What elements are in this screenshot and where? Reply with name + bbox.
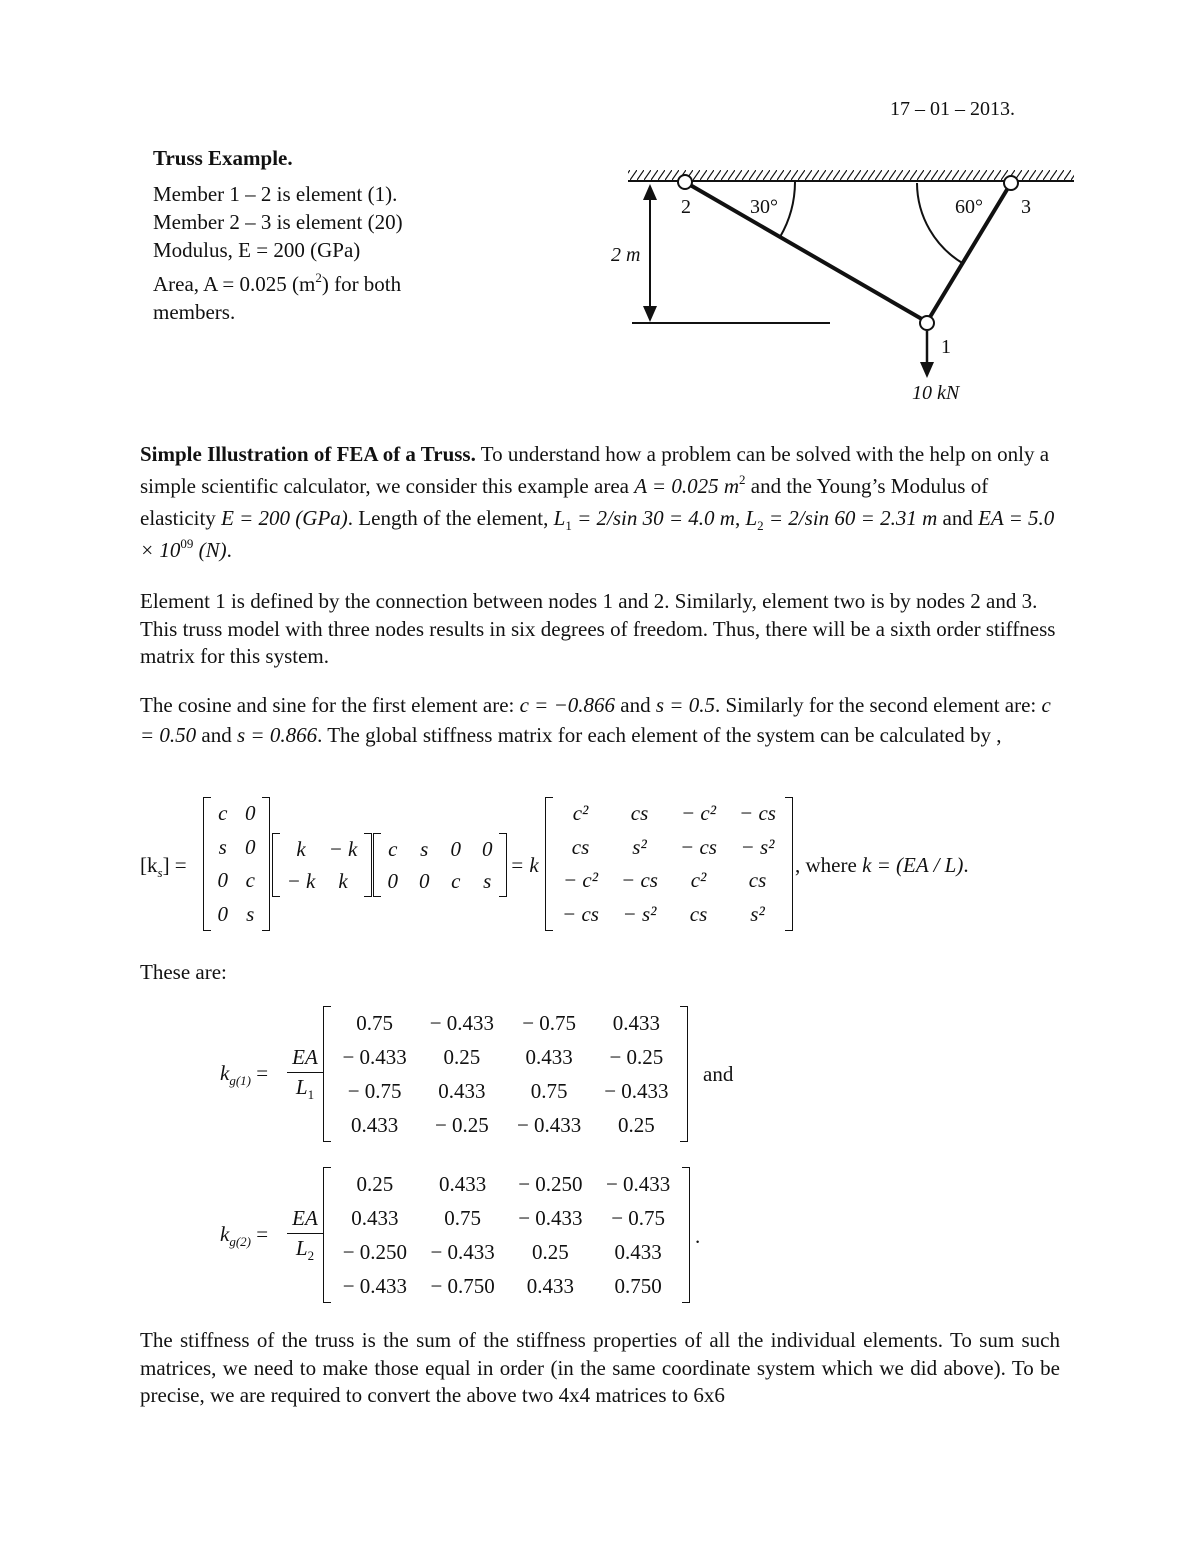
matrix-cell: − cs: [739, 801, 776, 826]
matrix-transform-transpose: [373, 833, 507, 897]
kg2-period: .: [695, 1224, 701, 1248]
matrix-cell: 0.75: [444, 1205, 481, 1230]
matrix-cell: − 0.433: [605, 1171, 671, 1196]
matrix-cell: 0.75: [356, 1010, 393, 1035]
node-2: [678, 175, 692, 189]
matrix-cell: 0.750: [614, 1273, 662, 1298]
matrix-kg2: [323, 1167, 690, 1303]
matrix-cell: c: [218, 801, 228, 826]
matrix-cell: − 0.250: [518, 1171, 583, 1196]
matrix-cell: 0: [217, 901, 228, 926]
matrix-cell: s: [420, 836, 429, 861]
intro-line-2: Member 2 – 3 is element (20): [153, 210, 403, 234]
matrix-cell: − s²: [740, 834, 775, 859]
matrix-cell: 0.433: [438, 1078, 486, 1103]
matrix-cell: 0.433: [351, 1205, 399, 1230]
angle-label-30: 30°: [750, 196, 778, 218]
matrix-cell: 0.433: [612, 1010, 660, 1035]
node-3-label: 3: [1021, 196, 1031, 218]
matrix-cell: − c²: [562, 868, 599, 893]
paragraph-cosine-sine: The cosine and sine for the first element are: c = −0.866 and s = 0.5. Similarly for the second element are: c = 0.50 and s = 0.866. The global stiffness matrix for each element of the system can be calculated by ,: [140, 693, 1051, 747]
matrix-cell: 0.433: [526, 1273, 574, 1298]
truss-diagram: [0, 0, 1200, 420]
kg1-lhs: $k_{g(1)}$ =: [220, 1061, 269, 1088]
matrix-cell: 0.433: [351, 1112, 399, 1137]
matrix-k: [272, 833, 372, 897]
matrix-cell: − 0.25: [609, 1044, 664, 1069]
matrix-cell: k: [296, 836, 306, 861]
matrix-cell: 0: [419, 868, 430, 893]
left-bracket: [323, 1006, 331, 1142]
matrix-cell: − c²: [680, 801, 717, 826]
matrix-cell: 0: [245, 834, 256, 859]
angle-arc-30: [780, 182, 795, 237]
matrix-cell: 0: [217, 868, 228, 893]
matrix-cell: − k: [328, 836, 358, 861]
matrix-cell: − 0.75: [611, 1205, 666, 1230]
matrix-cell: 0.433: [439, 1171, 487, 1196]
matrix-cell: cs: [748, 868, 767, 893]
member-1-2: [685, 182, 927, 322]
matrix-cell: 0.25: [356, 1171, 394, 1196]
kg2-lhs: $k_{g(2)}$ =: [220, 1222, 269, 1249]
intro-line-3: Modulus, E = 200 (GPa): [153, 238, 361, 262]
matrix-cell: 0.25: [532, 1239, 569, 1264]
matrix-cell: 0: [245, 801, 256, 826]
intro-line-4: Area, A = 0.025 $(m^2)$ for both: [153, 270, 402, 296]
left-bracket: [272, 833, 280, 897]
left-bracket: [323, 1167, 331, 1303]
matrix-cell: − cs: [621, 868, 658, 893]
paragraph-stiffness-sum: The stiffness of the truss is the sum of the stiffness properties of all the individual elements. To sum such matrices, we need to make those equal in order (in the same coordinate system which we did above). To be precise, we are required to convert the above two 4x4 matrices to 6x6: [140, 1328, 1060, 1407]
matrix-cell: 0.433: [525, 1044, 573, 1069]
matrix-cell: 0.25: [618, 1112, 655, 1137]
matrix-cell: 0: [482, 836, 493, 861]
height-arrow-head-up: [643, 184, 657, 200]
matrix-cell: s: [218, 834, 227, 859]
matrix-cell: c: [388, 836, 398, 861]
matrix-cell: − 0.433: [429, 1010, 495, 1035]
matrix-cell: 0.75: [530, 1078, 568, 1103]
matrix-cell: − 0.25: [434, 1112, 489, 1137]
angle-label-60: 60°: [955, 196, 983, 218]
right-bracket: [682, 1167, 690, 1303]
eq-ks-lhs: $[k_s]$ =: [140, 853, 187, 880]
intro-title: Truss Example.: [153, 146, 293, 170]
matrix-cell: − s²: [622, 901, 657, 926]
intro-line-5: members.: [153, 300, 236, 324]
height-label: 2 m: [611, 244, 641, 266]
matrix-cell: 0: [387, 868, 398, 893]
matrix-cell: − 0.75: [522, 1010, 577, 1035]
matrix-cell: c: [245, 868, 255, 893]
matrix-cell: − 0.433: [342, 1044, 407, 1069]
load-label: 10 kN: [912, 382, 960, 404]
matrix-kg1: [323, 1006, 688, 1142]
matrix-cell: cs: [689, 901, 708, 926]
matrix-cell: − 0.433: [518, 1205, 583, 1230]
matrix-cell: s: [483, 868, 492, 893]
matrix-cell: − 0.250: [342, 1239, 408, 1264]
eq-equals-k: = k: [510, 853, 539, 877]
height-arrow-head-down: [643, 306, 657, 322]
intro-line-1: Member 1 – 2 is element (1).: [153, 182, 398, 206]
matrix-cell: s²: [750, 901, 765, 926]
matrix-cell: 0: [450, 836, 461, 861]
eq-where: , where k = (EA / L).: [795, 853, 969, 877]
matrix-cell: − k: [286, 868, 316, 893]
matrix-cell: s²: [632, 834, 647, 859]
these-are-label: These are:: [140, 960, 227, 984]
matrix-cell: k: [338, 868, 348, 893]
matrix-cell: c²: [690, 868, 707, 893]
paragraph-elements: Element 1 is defined by the connection between nodes 1 and 2. Similarly, element two is by nodes 2 and 3. This truss model with three nodes results in six degrees of freedom. Thus, there will be a sixth order stiffness matrix for this system.: [140, 589, 1056, 668]
kg2-fraction: EA $L_2$: [287, 1206, 323, 1261]
paragraph-fea-illustration: Simple Illustration of FEA of a Truss. To understand how a problem can be solved with the help on only a simple scientific calculator, we consider this example area A = 0.025 $m^2$ and the Young’s Modulus of elasticity E = 200 (GPa). Length of the element, $L_1 = 2/\sin$ 30 = 4.0 m, $L_2 = 2/\sin$ 60 = 2.31 m and EA = $5.0 \times 10^{09}$ (N).: [140, 442, 1055, 562]
node-3: [1004, 176, 1018, 190]
kg1-fraction: EA $L_1$: [287, 1045, 323, 1100]
matrix-cell: − cs: [562, 901, 599, 926]
matrix-cell: − 0.433: [430, 1239, 495, 1264]
date: 17 – 01 – 2013.: [890, 98, 1015, 120]
matrix-cell: 0.25: [443, 1044, 481, 1069]
node-1: [920, 316, 934, 330]
matrix-cell: − 0.75: [347, 1078, 402, 1103]
matrix-cell: 0.433: [614, 1239, 662, 1264]
matrix-cell: − 0.433: [516, 1112, 582, 1137]
matrix-cell: − 0.433: [604, 1078, 669, 1103]
node-2-label: 2: [681, 196, 691, 218]
matrix-cell: s: [246, 901, 255, 926]
node-1-label: 1: [941, 336, 951, 358]
right-bracket: [680, 1006, 688, 1142]
paragraph-heading: Simple Illustration of FEA of a Truss.: [140, 442, 476, 466]
matrix-result: [545, 797, 793, 931]
matrix-cell: c: [451, 868, 461, 893]
matrix-cell: − 0.750: [430, 1273, 495, 1298]
load-arrow-head: [920, 362, 934, 378]
kg1-and: and: [703, 1062, 734, 1086]
matrix-cell: cs: [571, 834, 590, 859]
matrix-transform: [203, 797, 270, 931]
matrix-cell: c²: [572, 801, 589, 826]
matrix-cell: − 0.433: [342, 1273, 408, 1298]
matrix-cell: cs: [630, 801, 649, 826]
right-bracket: [364, 833, 372, 897]
matrix-cell: − cs: [680, 834, 717, 859]
